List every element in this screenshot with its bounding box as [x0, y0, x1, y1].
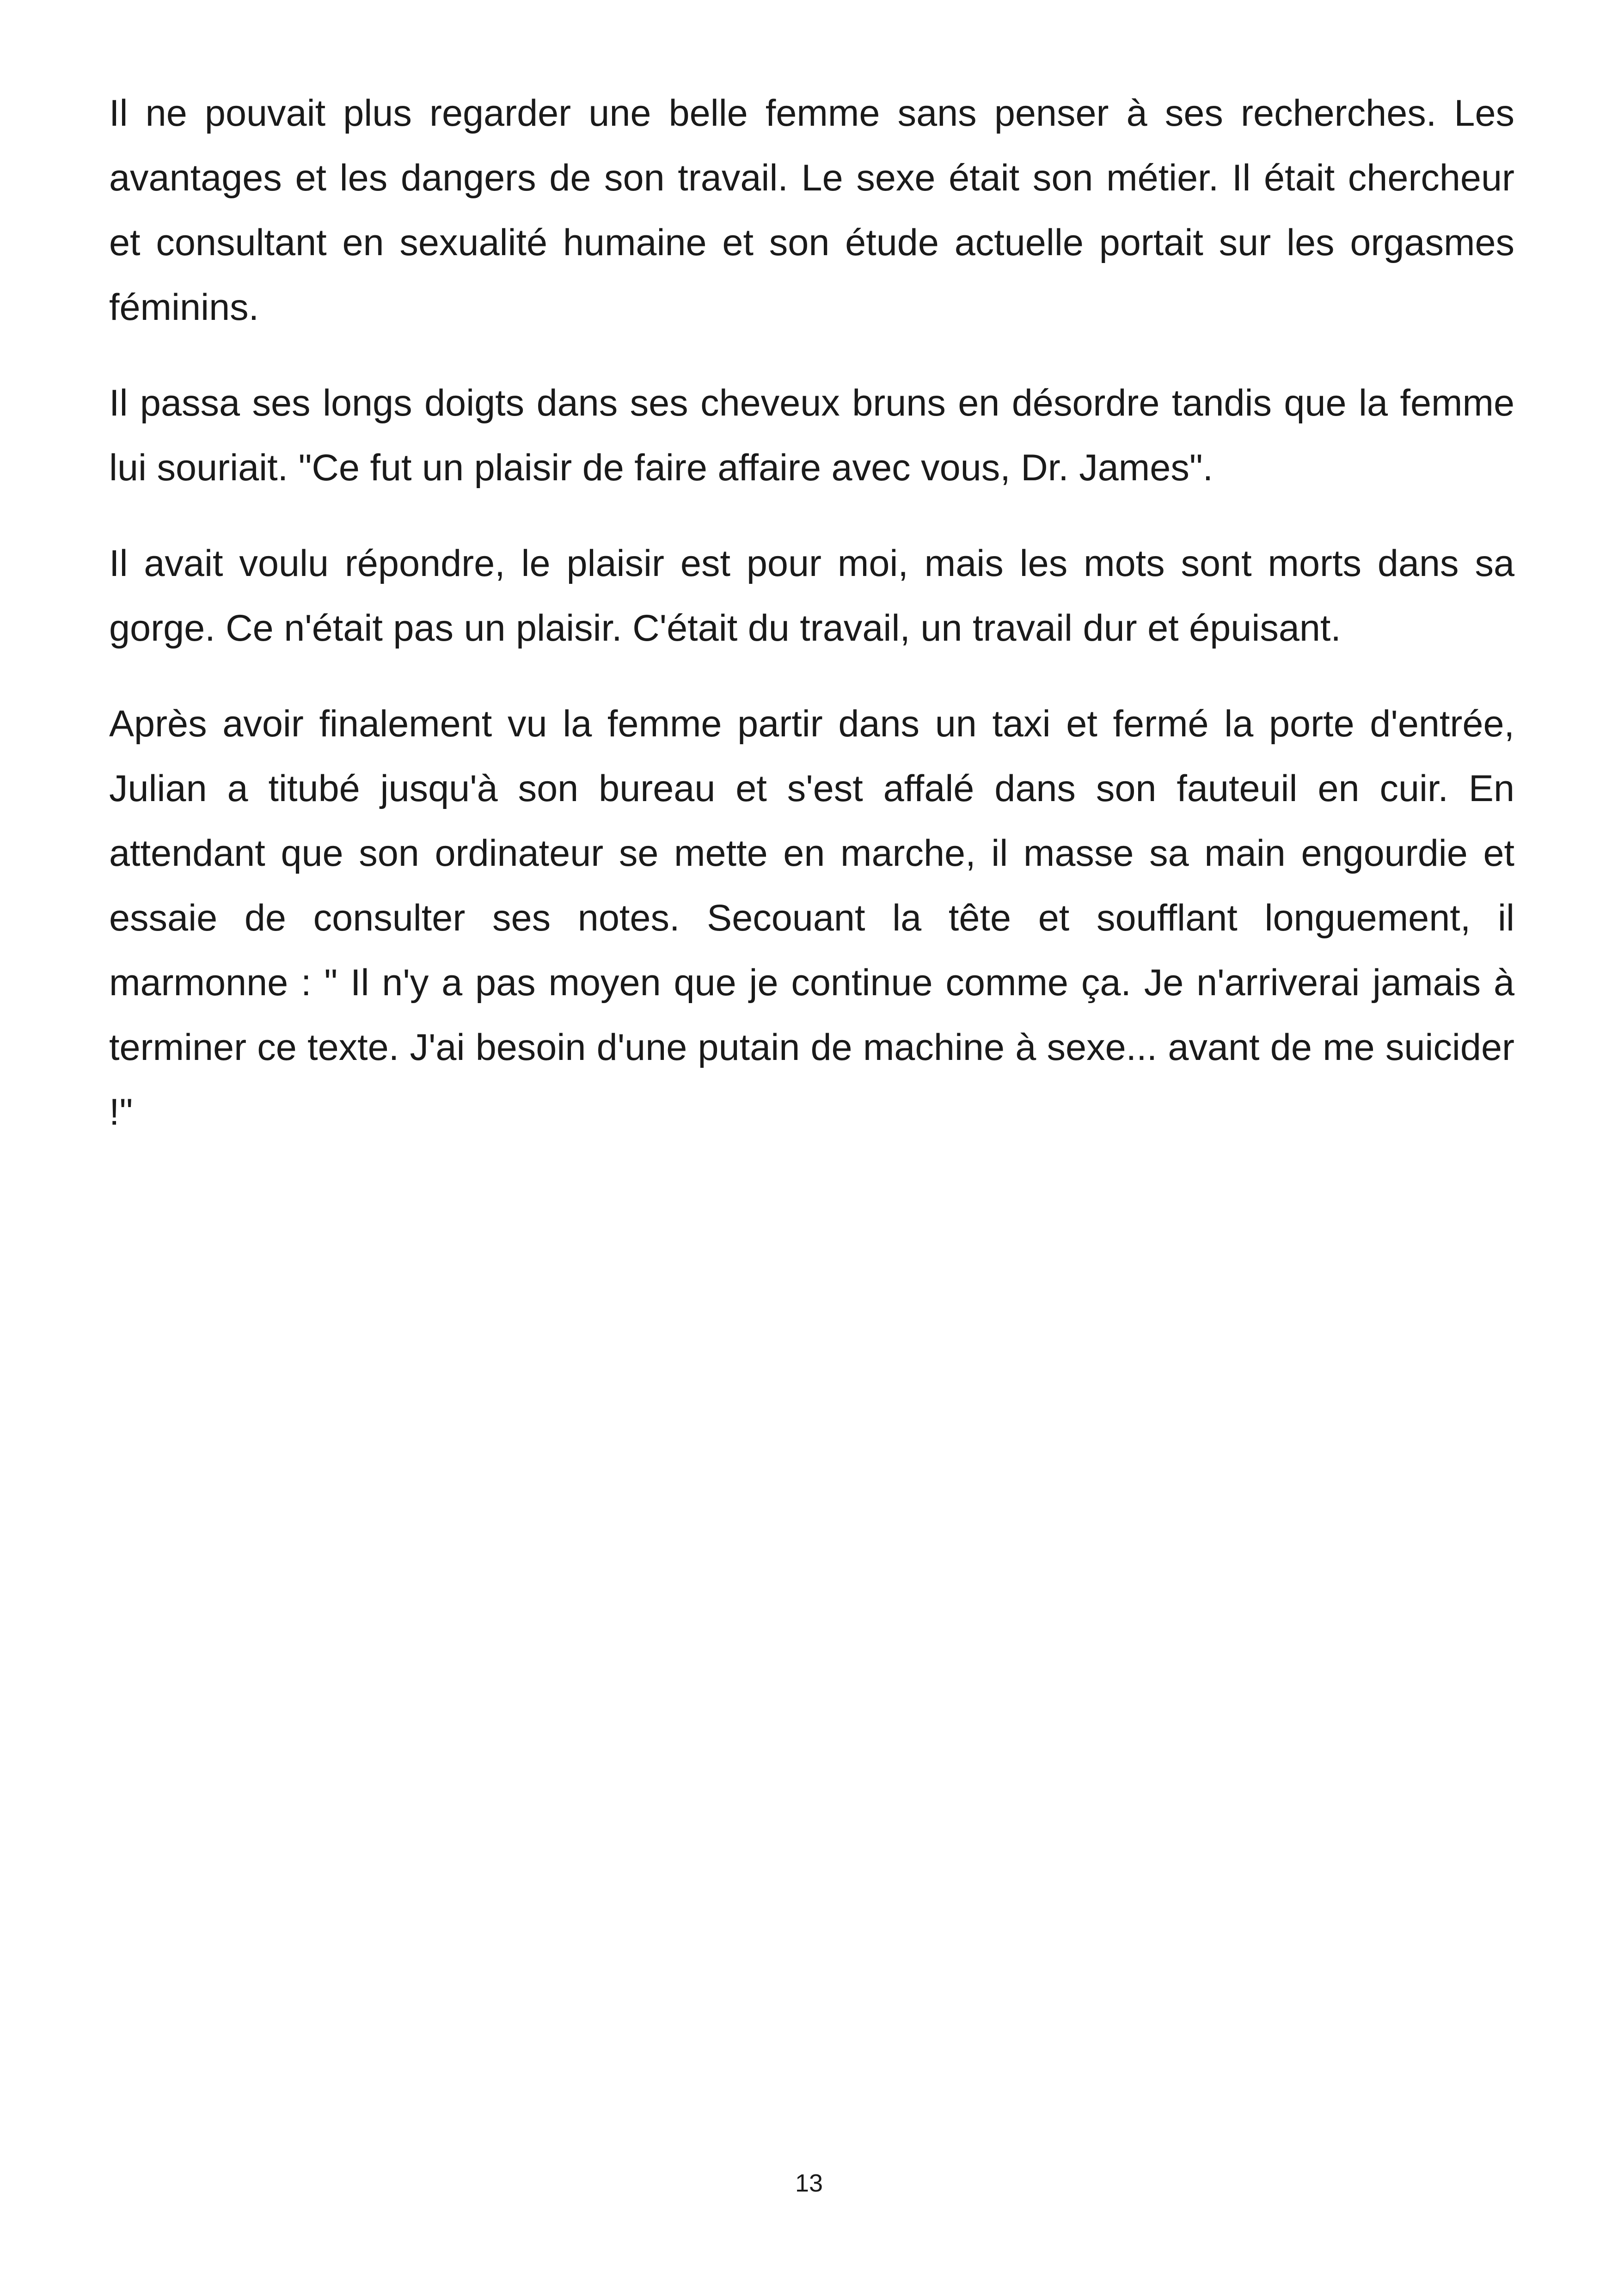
paragraph-1: Il ne pouvait plus regarder une belle femme sans penser à ses recherches. Les avantages et les dangers de son travail. Le sexe était son métier. Il était chercheur et consultant en sexualité humaine et son étude actuelle portait sur les orgasmes féminins. [109, 92, 1514, 328]
body-text [109, 81, 1514, 1176]
page-number: 13 [795, 2169, 823, 2197]
paragraph-3: Il avait voulu répondre, le plaisir est pour moi, mais les mots sont morts dans sa gorge. Ce n'était pas un plaisir. C'était du travail, un travail dur et épuisant. [109, 543, 1514, 649]
paragraph-2: Il passa ses longs doigts dans ses cheveux bruns en désordre tandis que la femme lui souriait. "Ce fut un plaisir de faire affaire avec vous, Dr. James". [109, 382, 1514, 489]
paragraph-4: Après avoir finalement vu la femme partir dans un taxi et fermé la porte d'entrée, Julian a titubé jusqu'à son bureau et s'est affalé dans son fauteuil en cuir. En attendant que son ordinateur se mette en marche, il masse sa main engourdie et essaie de consulter ses notes. Secouant la tête et soufflant longuement, il marmonne : " Il n'y a pas moyen que je continue comme ça. Je n'arriverai jamais à terminer ce texte. J'ai besoin d'une putain de machine à sexe... avant de me suicider !" [109, 703, 1514, 1133]
